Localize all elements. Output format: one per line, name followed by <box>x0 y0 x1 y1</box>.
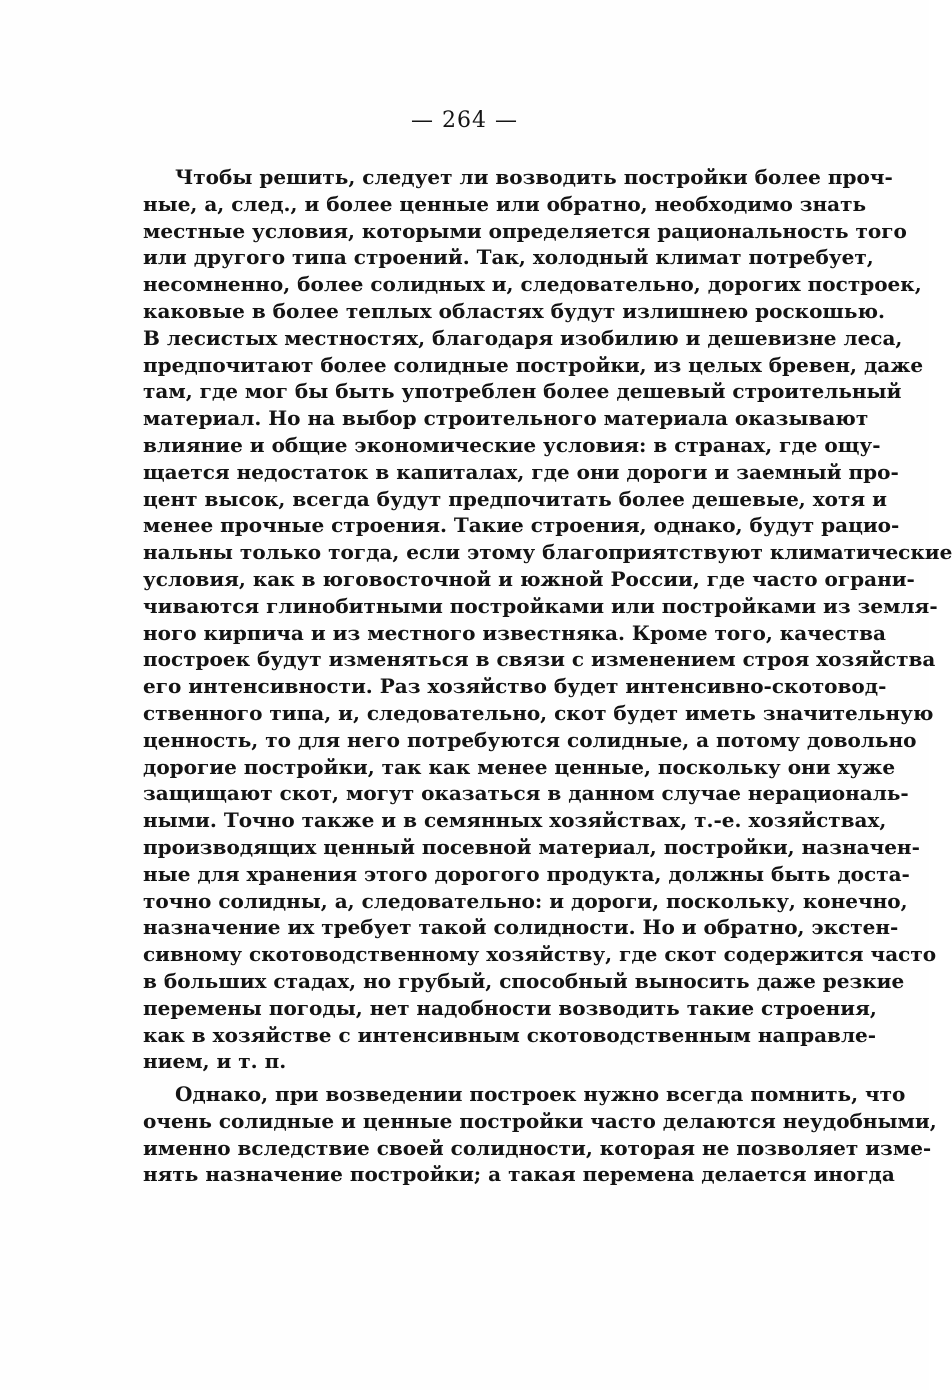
text-line: материал. Но на выбор строительного материала оказывают <box>143 406 869 431</box>
text-line: очень солидные и ценные постройки часто делаются неудобными, <box>143 1108 937 1133</box>
text-line: несомненно, более солидных и, следовательно, дорогих построек, <box>143 272 922 297</box>
text-line: назначение их требует такой солидности. Но и обратно, экстен- <box>143 915 899 940</box>
text-line: менее прочные строения. Такие строения, однако, будут рацио- <box>143 513 900 538</box>
text-line: сивному скотоводственному хозяйству, где скот содержится часто <box>143 942 937 967</box>
text-line: перемены погоды, нет надобности возводить такие строения, <box>143 995 877 1020</box>
text-line: каковые в более теплых областях будут излишнею роскошью. <box>143 298 885 323</box>
page-number: — 264 — <box>411 108 518 133</box>
text-line: чиваются глинобитными постройками или постройками из земля- <box>143 593 938 618</box>
text-line: ственного типа, и, следовательно, скот будет иметь значительную <box>143 700 934 725</box>
text-line: нием, и т. п. <box>143 1049 287 1074</box>
text-line: предпочитают более солидные постройки, из целых бревен, даже <box>143 352 924 377</box>
text-line: нять назначение постройки; а такая перемена делается иногда <box>143 1162 895 1187</box>
text-line: ценность, то для него потребуются солидные, а потому довольно <box>143 727 917 752</box>
text-line: дорогие постройки, так как менее ценные, поскольку они хуже <box>143 754 896 779</box>
text-line: В лесистых местностях, благодаря изобилию и дешевизне леса, <box>143 325 903 350</box>
paragraph-2 <box>143 1081 937 1188</box>
text-line: ные для хранения этого дорогого продукта, должны быть доста- <box>143 861 910 886</box>
text-line: его интенсивности. Раз хозяйство будет интенсивно-скотовод- <box>143 674 887 699</box>
text-line: ные, а, след., и более ценные или обратно, необходимо знать <box>143 191 867 216</box>
text-line: Чтобы решить, следует ли возводить постройки более проч- <box>175 165 893 189</box>
text-line: или другого типа строений. Так, холодный климат потребует, <box>143 245 874 270</box>
text-line: условия, как в юговосточной и южной России, где часто ограни- <box>143 566 915 591</box>
text-line: защищают скот, могут оказаться в данном случае нерациональ- <box>143 781 909 806</box>
text-line: точно солидны, а, следовательно: и дороги, поскольку, конечно, <box>143 888 908 913</box>
text-line: местные условия, которыми определяется рациональность того <box>143 218 907 243</box>
text-line: там, где мог бы быть употреблен более дешевый строительный <box>143 379 902 404</box>
text-line: щается недостаток в капиталах, где они дороги и заемный про- <box>143 459 899 484</box>
text-line: влияние и общие экономические условия: в странах, где ощу- <box>143 432 881 457</box>
text-line: цент высок, всегда будут предпочитать более дешевые, хотя и <box>143 486 887 511</box>
text-line: как в хозяйстве с интенсивным скотоводственным направле- <box>143 1022 877 1047</box>
text-line: ными. Точно также и в семянных хозяйствах, т.-е. хозяйствах, <box>143 808 887 833</box>
body-text <box>143 164 952 1188</box>
text-line: нальны только тогда, если этому благоприятствуют климатические <box>143 540 952 565</box>
paragraph-1 <box>143 164 952 1075</box>
text-line: Однако, при возведении построек нужно всегда помнить, что <box>175 1082 906 1107</box>
text-line: в больших стадах, но грубый, способный выносить даже резкие <box>143 968 905 993</box>
text-line: именно вследствие своей солидности, которая не позволяет изме- <box>143 1135 932 1160</box>
text-line: ного кирпича и из местного известняка. Кроме того, качества <box>143 620 886 645</box>
text-line: построек будут изменяться в связи с изменением строя хозяйства <box>143 647 936 672</box>
text-line: производящих ценный посевной материал, постройки, назначен- <box>143 834 920 859</box>
